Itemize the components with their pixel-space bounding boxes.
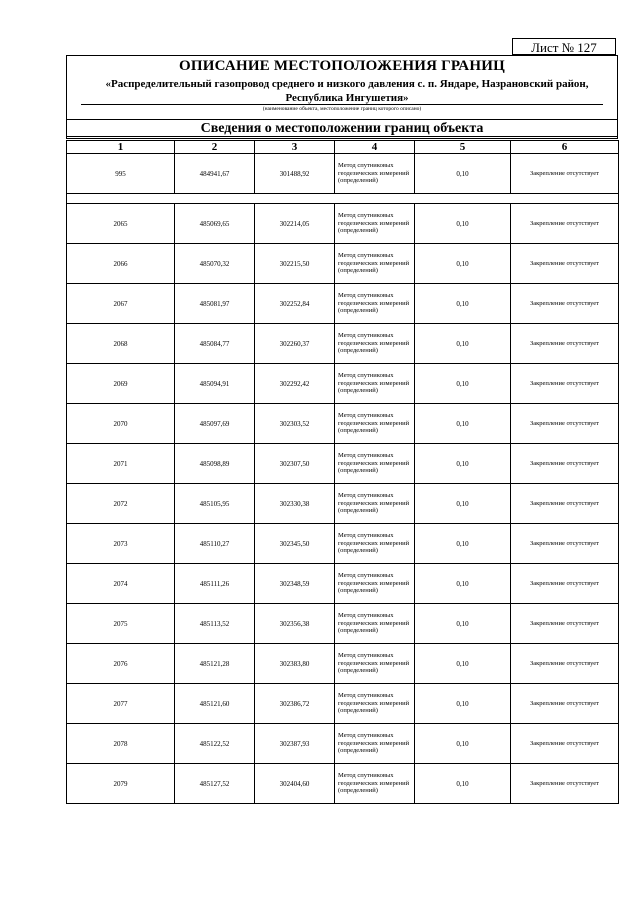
coord-y: 302386,72: [255, 684, 335, 724]
point-number: 2074: [67, 564, 175, 604]
column-header: 2: [175, 141, 255, 154]
table-row: [67, 604, 619, 644]
point-number: 995: [67, 154, 175, 194]
coord-y: 302252,84: [255, 284, 335, 324]
coord-x: 485121,60: [175, 684, 255, 724]
precision: 0,10: [415, 444, 511, 484]
sheet-number: Лист № 127: [512, 38, 616, 55]
point-number: 2070: [67, 404, 175, 444]
precision: 0,10: [415, 724, 511, 764]
point-number: 2078: [67, 724, 175, 764]
method: Метод спутниковых геодезических измерений (определений): [335, 284, 415, 324]
fixing: Закрепление отсутствует: [511, 684, 619, 724]
table-row: [67, 404, 619, 444]
precision: 0,10: [415, 244, 511, 284]
column-header: 6: [511, 141, 619, 154]
precision: 0,10: [415, 764, 511, 804]
method: Метод спутниковых геодезических измерений (определений): [335, 684, 415, 724]
precision: 0,10: [415, 644, 511, 684]
table-row: [67, 284, 619, 324]
coord-y: 302383,80: [255, 644, 335, 684]
coord-x: 485097,69: [175, 404, 255, 444]
fixing: Закрепление отсутствует: [511, 644, 619, 684]
coord-x: 485127,52: [175, 764, 255, 804]
coord-x: 485121,28: [175, 644, 255, 684]
coord-y: 302404,60: [255, 764, 335, 804]
fixing: Закрепление отсутствует: [511, 764, 619, 804]
precision: 0,10: [415, 484, 511, 524]
table-row: [67, 244, 619, 284]
point-number: 2067: [67, 284, 175, 324]
separator-cell: [67, 194, 619, 204]
fixing: Закрепление отсутствует: [511, 154, 619, 194]
coord-y: 302348,59: [255, 564, 335, 604]
column-header: 1: [67, 141, 175, 154]
fixing: Закрепление отсутствует: [511, 564, 619, 604]
precision: 0,10: [415, 154, 511, 194]
precision: 0,10: [415, 404, 511, 444]
precision: 0,10: [415, 564, 511, 604]
coord-y: 302330,38: [255, 484, 335, 524]
method: Метод спутниковых геодезических измерений (определений): [335, 204, 415, 244]
method: Метод спутниковых геодезических измерений (определений): [335, 484, 415, 524]
coord-y: 302292,42: [255, 364, 335, 404]
coord-y: 302215,50: [255, 244, 335, 284]
column-header: 3: [255, 141, 335, 154]
table-row: [67, 764, 619, 804]
column-header: 4: [335, 141, 415, 154]
coord-x: 484941,67: [175, 154, 255, 194]
table-row: [67, 204, 619, 244]
point-number: 2075: [67, 604, 175, 644]
coord-x: 485084,77: [175, 324, 255, 364]
coord-x: 485070,32: [175, 244, 255, 284]
table-row: [67, 484, 619, 524]
object-name: «Распределительный газопровод среднего и низкого давления с. п. Яндаре, Назрановский район, Республика Ингушетия»: [105, 78, 589, 104]
table-row: [67, 444, 619, 484]
method: Метод спутниковых геодезических измерений (определений): [335, 444, 415, 484]
fixing: Закрепление отсутствует: [511, 444, 619, 484]
coord-y: 301488,92: [255, 154, 335, 194]
precision: 0,10: [415, 204, 511, 244]
coord-x: 485094,91: [175, 364, 255, 404]
coord-y: 302356,38: [255, 604, 335, 644]
method: Метод спутниковых геодезических измерений (определений): [335, 404, 415, 444]
coordinates-table: [66, 140, 619, 804]
method: Метод спутниковых геодезических измерений (определений): [335, 244, 415, 284]
coord-y: 302387,93: [255, 724, 335, 764]
method: Метод спутниковых геодезических измерений (определений): [335, 324, 415, 364]
table-row: [67, 644, 619, 684]
column-header: 5: [415, 141, 511, 154]
fixing: Закрепление отсутствует: [511, 364, 619, 404]
fixing: Закрепление отсутствует: [511, 724, 619, 764]
coord-x: 485105,95: [175, 484, 255, 524]
point-number: 2079: [67, 764, 175, 804]
precision: 0,10: [415, 364, 511, 404]
point-number: 2065: [67, 204, 175, 244]
method: Метод спутниковых геодезических измерений (определений): [335, 154, 415, 194]
coord-x: 485113,52: [175, 604, 255, 644]
point-number: 2077: [67, 684, 175, 724]
precision: 0,10: [415, 284, 511, 324]
precision: 0,10: [415, 524, 511, 564]
fixing: Закрепление отсутствует: [511, 284, 619, 324]
fixing: Закрепление отсутствует: [511, 404, 619, 444]
precision: 0,10: [415, 604, 511, 644]
table-row: [67, 724, 619, 764]
fixing: Закрепление отсутствует: [511, 244, 619, 284]
coord-y: 302307,50: [255, 444, 335, 484]
fixing: Закрепление отсутствует: [511, 484, 619, 524]
section-title: Сведения о местоположении границ объекта: [66, 119, 618, 137]
table-row: [67, 324, 619, 364]
underline-rule: [81, 104, 603, 105]
precision: 0,10: [415, 684, 511, 724]
table-row: [67, 564, 619, 604]
point-number: 2066: [67, 244, 175, 284]
coord-y: 302214,05: [255, 204, 335, 244]
fixing: Закрепление отсутствует: [511, 524, 619, 564]
point-number: 2076: [67, 644, 175, 684]
coord-y: 302260,37: [255, 324, 335, 364]
precision: 0,10: [415, 324, 511, 364]
table-row: [67, 524, 619, 564]
point-number: 2072: [67, 484, 175, 524]
coord-x: 485098,89: [175, 444, 255, 484]
coord-y: 302345,50: [255, 524, 335, 564]
table-header-row: [67, 141, 619, 154]
coord-y: 302303,52: [255, 404, 335, 444]
method: Метод спутниковых геодезических измерений (определений): [335, 564, 415, 604]
coord-x: 485069,65: [175, 204, 255, 244]
method: Метод спутниковых геодезических измерений (определений): [335, 604, 415, 644]
coord-x: 485110,27: [175, 524, 255, 564]
point-number: 2069: [67, 364, 175, 404]
table-row: [67, 684, 619, 724]
separator-row: [67, 194, 619, 204]
point-number: 2071: [67, 444, 175, 484]
method: Метод спутниковых геодезических измерений (определений): [335, 524, 415, 564]
method: Метод спутниковых геодезических измерений (определений): [335, 724, 415, 764]
table-row: [67, 154, 619, 194]
method: Метод спутниковых геодезических измерений (определений): [335, 644, 415, 684]
fixing: Закрепление отсутствует: [511, 204, 619, 244]
fixing: Закрепление отсутствует: [511, 604, 619, 644]
fixing: Закрепление отсутствует: [511, 324, 619, 364]
coord-x: 485081,97: [175, 284, 255, 324]
method: Метод спутниковых геодезических измерений (определений): [335, 764, 415, 804]
object-caption: (наименование объекта, местоположение границ которого описано): [262, 106, 422, 112]
method: Метод спутниковых геодезических измерений (определений): [335, 364, 415, 404]
coord-x: 485111,26: [175, 564, 255, 604]
point-number: 2068: [67, 324, 175, 364]
document-title: ОПИСАНИЕ МЕСТОПОЛОЖЕНИЯ ГРАНИЦ: [179, 58, 505, 74]
table-row: [67, 364, 619, 404]
point-number: 2073: [67, 524, 175, 564]
coord-x: 485122,52: [175, 724, 255, 764]
